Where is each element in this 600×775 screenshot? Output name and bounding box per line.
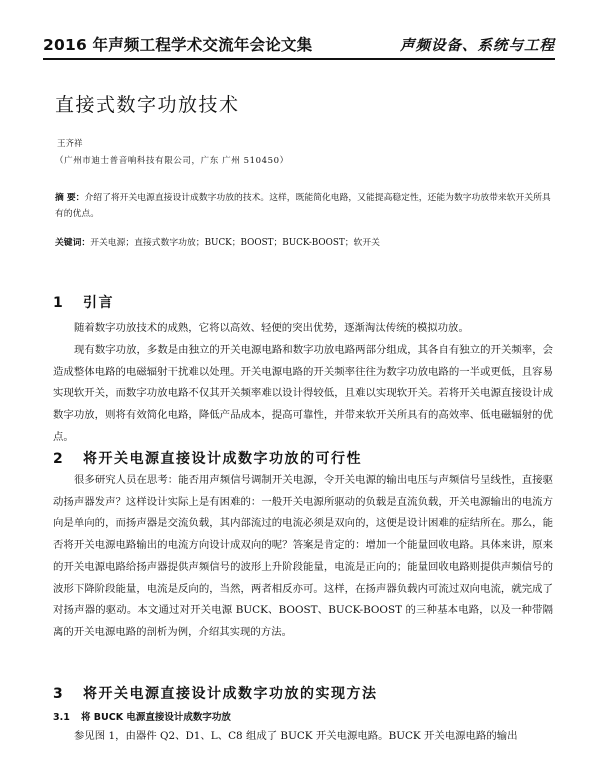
keywords-text: 开关电源；直接式数字功放；BUCK；BOOST；BUCK-BOOST；软开关	[90, 238, 380, 248]
subsection-3-1-paragraph-1	[53, 726, 553, 748]
section-number: 1	[53, 295, 65, 311]
paragraph-text: 很多研究人员在思考：能否用声频信号调制开关电源，令开关电源的输出电压与声频信号呈线性，直接驱动扬声器发声？这样设计实际上是有困难的：一般开关电源所驱动的负载是直流负载，开关电源输出的电流方向是单向的，而扬声器是交流负载，其内部流过的电流必须是双向的，这便是设计困难的症结所在。那么，能否将开关电源电路输出的电流方向设计成双向的呢？答案是肯定的：增加一个能量回收电路。具体来讲，原来的开关电源电路给扬声器提供声频信号的波形上升阶段能量，电流是正向的；能量回收电路则提供声频信号的波形下降阶段能量，电流是反向的，当然，两者相反亦可。这样，在扬声器负载内可流过双向电流，就完成了对扬声器的驱动。本文通过对开关电源 BUCK、BOOST、BUCK-BOOST 的三种基本电路，以及一种带隔离的开关电源电路的剖析为例，介绍其实现的方法。	[53, 474, 553, 638]
section-number: 2	[53, 451, 65, 467]
section-category: 声频设备、系统与工程	[400, 38, 555, 54]
abstract-label: 摘 要：	[55, 193, 85, 203]
subsection-3-1-heading	[53, 709, 231, 723]
section-title: 引言	[83, 295, 114, 311]
keywords	[55, 235, 551, 251]
subsection-title: 将 BUCK 电源直接设计成数字功放	[81, 712, 231, 723]
subsection-number: 3.1	[53, 712, 70, 723]
section-title: 将开关电源直接设计成数字功放的实现方法	[83, 686, 378, 702]
affiliation: （广州市迪士普音响科技有限公司，广东 广州 510450）	[55, 156, 289, 166]
running-header	[43, 28, 555, 60]
section-1-paragraph-2	[53, 340, 553, 449]
paper-title: 直接式数字功放技术	[55, 94, 240, 116]
paragraph-text: 现有数字功放，多数是由独立的开关电源电路和数字功放电路两部分组成，其各自有独立的开关频率，会造成整体电路的电磁辐射干扰难以处理。开关电源电路的开关频率往往为数字功放电路的一半或更低，且容易实现软开关，而数字功放电路不仅其开关频率难以设计得较低，且难以实现软开关。若将开关电源直接设计成数字功放，则将有效简化电路，降低产品成本，提高可靠性，并带来软开关所具有的高效率、低电磁辐射的优点。	[53, 344, 553, 443]
paragraph-text: 参见图 1，由器件 Q2、D1、L、C8 组成了 BUCK 开关电源电路。BUCK 开关电源电路的输出	[74, 730, 518, 742]
paragraph-text: 随着数字功放技术的成熟，它将以高效、轻便的突出优势，逐渐淘汰传统的模拟功放。	[74, 322, 469, 334]
section-number: 3	[53, 686, 65, 702]
section-3-heading	[53, 683, 378, 703]
section-1-heading	[53, 292, 114, 312]
section-1-paragraph-1	[53, 318, 553, 340]
abstract-text: 介绍了将开关电源直接设计成数字功放的技术。这样，既能简化电路，又能提高稳定性，还能为数字功放带来软开关所具有的优点。	[55, 193, 551, 219]
keywords-label: 关键词：	[55, 238, 91, 248]
abstract	[55, 190, 551, 222]
section-2-heading	[53, 448, 362, 468]
section-title: 将开关电源直接设计成数字功放的可行性	[83, 451, 362, 467]
author: 王齐祥	[57, 139, 83, 149]
proceedings-title: 2016 年声频工程学术交流年会论文集	[43, 36, 313, 54]
section-2-paragraph-1	[53, 470, 553, 644]
